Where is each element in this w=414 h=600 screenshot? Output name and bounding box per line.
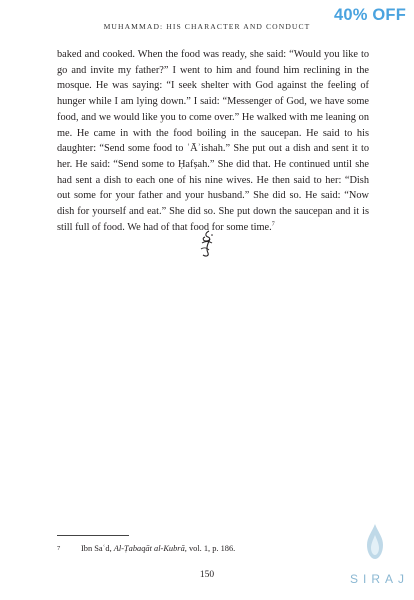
running-head: MUHAMMAD: HIS CHARACTER AND CONDUCT xyxy=(103,22,311,31)
footnote-author: Ibn Saʿd, xyxy=(81,544,114,553)
footnote-divider xyxy=(57,535,129,536)
footnote-text xyxy=(81,543,235,554)
footnote-details: , vol. 1, p. 186. xyxy=(184,544,236,553)
calligraphic-ornament-icon xyxy=(197,229,217,259)
publisher-logo xyxy=(345,523,410,593)
publisher-name: SIRAJ xyxy=(350,572,410,586)
discount-badge: 40% OFF xyxy=(333,6,406,24)
footnote-title: Al-Ṭabaqāt al-Kubrā xyxy=(113,544,185,553)
siraj-flame-icon xyxy=(365,523,385,563)
paragraph-text: baked and cooked. When the food was ready, she said: “Would you like to go and invite my father?” I went to him and found him reclining in the mosque. He was saying: “I seek shelter with God against the feeling of hunger while I am lying down.” I said: “Messenger of God, we have some food, and we would like you to come over.” He walked with me leaning on me. He came in with the food boiling in the saucepan. He said to his daughter: “Send some food to ʿĀʾishah.” She put out a dish and sent it to her. He said: “Send some to Ḥafṣah.” She did that. He continued until she had sent a dish to each one of his nine wives. He then said to her: “Dish out some for your father and your husband.” She did so. He said: “Now dish for yourself and eat.” She did so. She put down the saucepan and it is still full of food. We had of that food for some time. xyxy=(57,49,369,233)
footnote xyxy=(57,543,369,554)
footnote-number: 7 xyxy=(57,545,61,552)
page-number: 150 xyxy=(199,570,215,580)
footnote-reference[interactable]: 7 xyxy=(271,221,275,228)
body-paragraph xyxy=(57,47,369,235)
